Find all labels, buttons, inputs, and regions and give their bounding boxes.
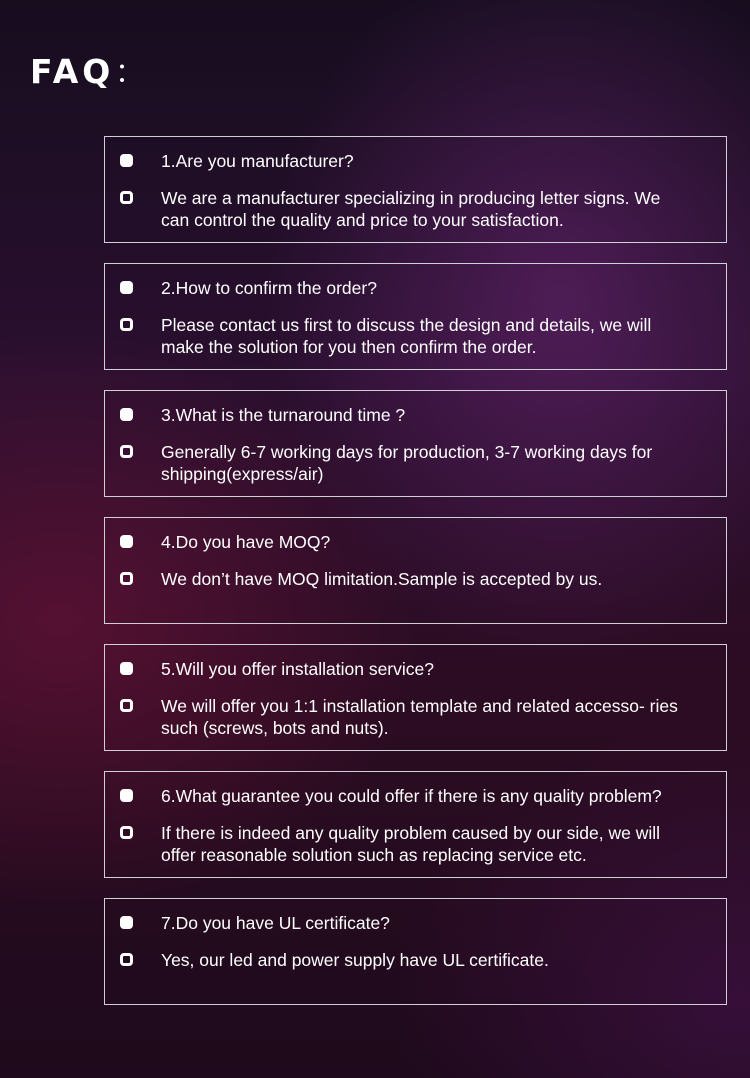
faq-item bbox=[104, 263, 727, 370]
faq-question: 1.Are you manufacturer? bbox=[161, 151, 354, 171]
answer-bullet-icon bbox=[120, 826, 133, 839]
faq-item bbox=[104, 898, 727, 1005]
faq-answer: We are a manufacturer specializing in producing letter signs. We can control the quality and price to your satisfaction. bbox=[161, 188, 661, 230]
faq-answer: If there is indeed any quality problem caused by our side, we will offer reasonable solution such as replacing service etc. bbox=[161, 823, 661, 865]
page-title-colon: ： bbox=[114, 52, 148, 91]
question-bullet-icon bbox=[120, 916, 133, 929]
faq-item bbox=[104, 517, 727, 624]
faq-list bbox=[104, 136, 727, 1025]
answer-bullet-icon bbox=[120, 572, 133, 585]
faq-answer: We will offer you 1:1 installation template and related accesso- ries such (screws, bots and nuts). bbox=[161, 696, 678, 738]
faq-answer: Yes, our led and power supply have UL certificate. bbox=[161, 950, 549, 970]
question-bullet-icon bbox=[120, 281, 133, 294]
faq-question: 5.Will you offer installation service? bbox=[161, 659, 434, 679]
faq-question: 3.What is the turnaround time ? bbox=[161, 405, 406, 425]
question-bullet-icon bbox=[120, 662, 133, 675]
faq-question: 7.Do you have UL certificate? bbox=[161, 913, 390, 933]
faq-item bbox=[104, 771, 727, 878]
faq-item bbox=[104, 390, 727, 497]
faq-answer: We don’t have MOQ limitation.Sample is accepted by us. bbox=[161, 569, 603, 589]
question-bullet-icon bbox=[120, 789, 133, 802]
faq-answer: Please contact us first to discuss the design and details, we will make the solution for you then confirm the order. bbox=[161, 315, 652, 357]
page-title bbox=[30, 46, 147, 93]
answer-bullet-icon bbox=[120, 699, 133, 712]
answer-bullet-icon bbox=[120, 953, 133, 966]
question-bullet-icon bbox=[120, 154, 133, 167]
faq-question: 4.Do you have MOQ? bbox=[161, 532, 331, 552]
faq-item bbox=[104, 644, 727, 751]
answer-bullet-icon bbox=[120, 191, 133, 204]
faq-question: 2.How to confirm the order? bbox=[161, 278, 377, 298]
answer-bullet-icon bbox=[120, 445, 133, 458]
faq-item bbox=[104, 136, 727, 243]
faq-answer: Generally 6-7 working days for production, 3-7 working days for shipping(express/air) bbox=[161, 442, 653, 484]
page-title-text: FAQ bbox=[30, 52, 115, 91]
question-bullet-icon bbox=[120, 408, 133, 421]
question-bullet-icon bbox=[120, 535, 133, 548]
answer-bullet-icon bbox=[120, 318, 133, 331]
faq-question: 6.What guarantee you could offer if there is any quality problem? bbox=[161, 786, 662, 806]
